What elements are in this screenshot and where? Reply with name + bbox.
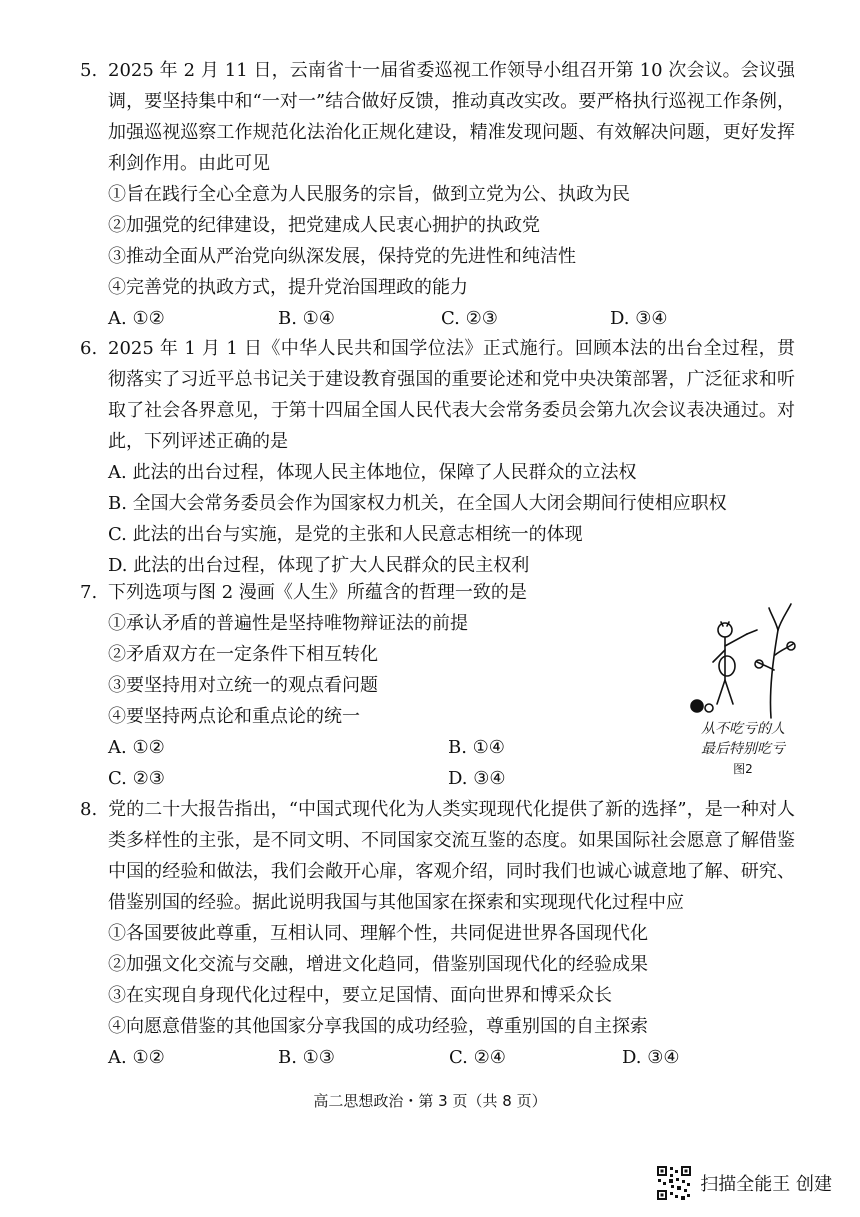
watermark-text: 扫描全能王 创建 [700,1174,832,1195]
cartoon-drawing-icon [683,600,803,720]
option-2: ②加强文化交流与交融，增进文化趋同，借鉴别国现代化的经验成果 [108,954,648,975]
question-6 [80,333,795,581]
choice-d: D. ③④ [610,308,668,329]
answer-choices [108,1042,795,1073]
answer-choices [108,303,795,334]
question-8 [80,794,795,1073]
question-stem: 8. 党的二十大报告指出，“中国式现代化为人类实现现代化提供了新的选择”，是一种对人类多样性的主张，是不同文明、不同国家交流互鉴的态度。如果国际社会愿意了解借鉴中国的经验和做法，我们会敞开心扉，客观介绍，同时我们也诚心诚意地了解、研究、借鉴别国的经验。据此说明我国与其他国家在探索和实现现代化过程中应 [80,799,795,913]
figure-caption-line1: 从不吃亏的人 [701,721,785,737]
option-a: A. 此法的出台过程，体现人民主体地位，保障了人民群众的立法权 [108,462,637,483]
option-3: ③在实现自身现代化过程中，要立足国情、面向世界和博采众长 [108,985,612,1006]
choice-d: D. ③④ [448,768,506,789]
question-stem: 7. 下列选项与图 2 漫画《人生》所蕴含的哲理一致的是 [80,582,527,603]
cartoon-figure [683,600,803,780]
option-3: ③推动全面从严治党向纵深发展，保持党的先进性和纯洁性 [108,246,576,267]
question-5 [80,55,795,334]
choice-c: C. ②④ [449,1047,506,1068]
option-1: ①承认矛盾的普遍性是坚持唯物辩证法的前提 [108,613,468,634]
question-stem: 5. 2025 年 2 月 11 日，云南省十一届省委巡视工作领导小组召开第 10 次会议。会议强调，要坚持集中和“一对一”结合做好反馈，推动真改实改。要严格执行巡视工作条例，加强巡视巡察工作规范化法治化正规化建设，精准发现问题、有效解决问题，更好发挥利剑作用。由此可见 [80,60,795,174]
choice-b: B. ①④ [448,737,505,758]
choice-a: A. ①② [108,1047,165,1068]
option-4: ④要坚持两点论和重点论的统一 [108,706,360,727]
question-7 [80,577,670,794]
option-4: ④向愿意借鉴的其他国家分享我国的成功经验，尊重别国的自主探索 [108,1016,648,1037]
option-3: ③要坚持用对立统一的观点看问题 [108,675,378,696]
figure-caption-line2: 最后特别吃亏 [701,741,785,757]
option-d: D. 此法的出台过程，体现了扩大人民群众的民主权利 [108,555,530,576]
answer-choices [108,732,670,794]
question-stem: 6. 2025 年 1 月 1 日《中华人民共和国学位法》正式施行。回顾本法的出台全过程，贯彻落实了习近平总书记关于建设教育强国的重要论述和党中央决策部署，广泛征求和听取了社会各界意见，于第十四届全国人民代表大会常务委员会第九次会议表决通过。对此，下列评述正确的是 [80,338,795,452]
figure-label: 图2 [733,762,753,776]
option-2: ②加强党的纪律建设，把党建成人民衷心拥护的执政党 [108,215,540,236]
choice-a: A. ①② [108,737,165,758]
choice-d: D. ③④ [622,1047,680,1068]
option-2: ②矛盾双方在一定条件下相互转化 [108,644,378,665]
page-footer: 高二思想政治・第 3 页（共 8 页） [313,1092,547,1110]
choice-b: B. ①③ [278,1047,335,1068]
scanner-watermark [656,1163,832,1203]
choice-c: C. ②③ [441,308,498,329]
option-b: B. 全国大会常务委员会作为国家权力机关，在全国人大闭会期间行使相应职权 [108,493,727,514]
choice-b: B. ①④ [278,308,335,329]
choice-c: C. ②③ [108,768,165,789]
option-c: C. 此法的出台与实施，是党的主张和人民意志相统一的体现 [108,524,583,545]
qr-code-icon [656,1165,692,1201]
option-1: ①旨在践行全心全意为人民服务的宗旨，做到立党为公、执政为民 [108,184,630,205]
choice-a: A. ①② [108,308,165,329]
option-1: ①各国要彼此尊重，互相认同、理解个性，共同促进世界各国现代化 [108,923,648,944]
option-4: ④完善党的执政方式，提升党治国理政的能力 [108,277,468,298]
